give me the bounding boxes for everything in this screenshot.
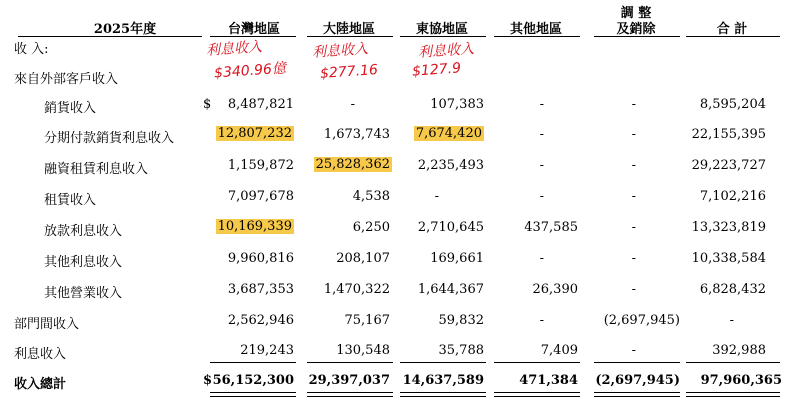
cell-intersegment-other: - [539, 313, 544, 328]
header-adjust-line1: 調 整 [620, 6, 652, 21]
cell-other-operating-total: 6,828,432 [699, 282, 766, 297]
cell-sales-total: 8,595,204 [699, 97, 766, 112]
cell-other-operating-mainland: 1,470,322 [323, 282, 390, 297]
subtotal-underline [210, 362, 296, 363]
cell-other-operating-other: 26,390 [532, 282, 578, 297]
cell-intersegment-total: - [729, 313, 734, 328]
cell-other-operating-adjust: - [631, 282, 636, 297]
row-label-intersegment-income: 部門間收入 [14, 317, 80, 332]
cell-other-interest-total: 10,338,584 [691, 251, 766, 266]
cell-lease-asean: - [434, 189, 439, 204]
cell-interest-total: 392,988 [712, 343, 766, 358]
cell-total-other: 471,384 [519, 373, 578, 388]
highlighted-value: 7,674,420 [415, 126, 482, 141]
cell-sales-taiwan: 8,487,821 [227, 97, 294, 112]
highlighted-value: 25,828,362 [315, 157, 390, 172]
cell-total-taiwan: 56,152,300 [212, 373, 294, 388]
total-double-underline [594, 392, 680, 397]
total-double-underline [400, 392, 486, 397]
subtotal-underline [494, 362, 580, 363]
total-double-underline [686, 392, 780, 397]
handwritten-note-taiwan-label: 利息收入 [205, 39, 263, 59]
cell-total-grand: 97,960,365 [700, 373, 782, 388]
cell-installment-taiwan [216, 126, 294, 141]
header-underline [594, 36, 680, 37]
cell-total-asean: 14,637,589 [402, 373, 484, 388]
header-mainland: 大陸地區 [322, 22, 375, 37]
highlighted-value: 10,169,339 [217, 219, 292, 234]
cell-loan-asean: 2,710,645 [417, 220, 484, 235]
cell-loan-other: 437,585 [524, 220, 578, 235]
handwritten-note-asean-amount: $127.9 [411, 60, 462, 80]
total-double-underline [494, 392, 580, 397]
cell-other-operating-taiwan: 3,687,353 [227, 282, 294, 297]
cell-other-interest-other: - [539, 251, 544, 266]
row-label-lease-income: 租賃收入 [44, 193, 97, 208]
cell-loan-taiwan [216, 219, 294, 234]
header-taiwan: 台灣地區 [227, 22, 280, 37]
header-adjust-line2: 及銷除 [616, 22, 656, 37]
cell-other-interest-taiwan: 9,960,816 [227, 251, 294, 266]
cell-total-adjust: (2,697,945) [595, 373, 680, 388]
cell-finance-lease-other: - [539, 158, 544, 173]
cell-total-mainland: 29,397,037 [308, 373, 390, 388]
cell-sales-mainland: - [350, 97, 355, 112]
cell-loan-total: 13,323,819 [691, 220, 766, 235]
cell-other-operating-asean: 1,644,367 [417, 282, 484, 297]
header-underline [686, 36, 780, 37]
row-label-other-operating-income: 其他營業收入 [44, 286, 123, 301]
cell-intersegment-taiwan: 2,562,946 [227, 313, 294, 328]
subtotal-underline [686, 362, 780, 363]
highlighted-value: 12,807,232 [217, 126, 292, 141]
row-label-external-income: 來自外部客戶收入 [14, 72, 119, 87]
cell-loan-adjust: - [631, 220, 636, 235]
header-underline [18, 36, 202, 37]
handwritten-note-mainland-amount: $277.16 [319, 61, 379, 83]
cell-lease-total: 7,102,216 [699, 189, 766, 204]
row-label-interest-income: 利息收入 [14, 347, 67, 362]
cell-intersegment-adjust: (2,697,945) [603, 313, 680, 328]
currency-symbol-total: $ [203, 373, 213, 388]
cell-lease-adjust: - [631, 189, 636, 204]
header-total: 合 計 [716, 22, 748, 37]
cell-finance-lease-adjust: - [631, 158, 636, 173]
cell-finance-lease-mainland [314, 157, 392, 172]
cell-sales-asean: 107,383 [430, 97, 484, 112]
cell-interest-mainland: 130,548 [336, 343, 390, 358]
cell-interest-asean: 35,788 [438, 343, 484, 358]
cell-installment-adjust: - [631, 127, 636, 142]
row-label-income-total: 收入總計 [14, 377, 67, 392]
cell-lease-other: - [539, 189, 544, 204]
cell-installment-other: - [539, 127, 544, 142]
handwritten-note-taiwan-amount: $340.96億 [213, 60, 287, 82]
currency-symbol: $ [203, 97, 212, 112]
cell-loan-mainland: 6,250 [352, 220, 390, 235]
cell-finance-lease-total: 29,223,727 [691, 158, 766, 173]
cell-sales-other: - [539, 97, 544, 112]
row-label-income-heading: 收 入: [14, 42, 49, 57]
cell-installment-mainland: 1,673,743 [323, 127, 390, 142]
cell-lease-taiwan: 7,097,678 [227, 189, 294, 204]
subtotal-underline [307, 362, 393, 363]
subtotal-underline [594, 362, 680, 363]
header-underline [307, 36, 393, 37]
header-year: 2025年度 [93, 22, 157, 37]
total-double-underline [307, 392, 393, 397]
row-label-loan-interest: 放款利息收入 [44, 224, 123, 239]
header-underline [494, 36, 580, 37]
cell-finance-lease-asean: 2,235,493 [417, 158, 484, 173]
handwritten-note-asean-label: 利息收入 [417, 41, 475, 61]
row-label-installment-interest: 分期付款銷貨利息收入 [44, 131, 175, 146]
header-other-regions: 其他地區 [509, 22, 562, 37]
cell-lease-mainland: 4,538 [352, 189, 390, 204]
cell-installment-total: 22,155,395 [691, 127, 766, 142]
cell-other-interest-asean: 169,661 [430, 251, 484, 266]
handwritten-note-mainland-label: 利息收入 [311, 41, 369, 61]
cell-intersegment-mainland: 75,167 [344, 313, 390, 328]
cell-finance-lease-taiwan: 1,159,872 [227, 158, 294, 173]
cell-sales-adjust: - [631, 97, 636, 112]
header-underline [400, 36, 486, 37]
cell-interest-taiwan: 219,243 [240, 343, 294, 358]
cell-interest-other: 7,409 [540, 343, 578, 358]
row-label-sales: 銷貨收入 [44, 101, 97, 116]
row-label-other-interest: 其他利息收入 [44, 255, 123, 270]
row-label-finance-lease-interest: 融資租賃利息收入 [44, 162, 149, 177]
subtotal-underline [400, 362, 486, 363]
header-asean: 東協地區 [415, 22, 468, 37]
total-double-underline [210, 392, 296, 397]
cell-installment-asean [414, 126, 484, 141]
cell-other-interest-adjust: - [631, 251, 636, 266]
cell-intersegment-asean: 59,832 [438, 313, 484, 328]
cell-interest-adjust: - [631, 343, 636, 358]
cell-other-interest-mainland: 208,107 [336, 251, 390, 266]
